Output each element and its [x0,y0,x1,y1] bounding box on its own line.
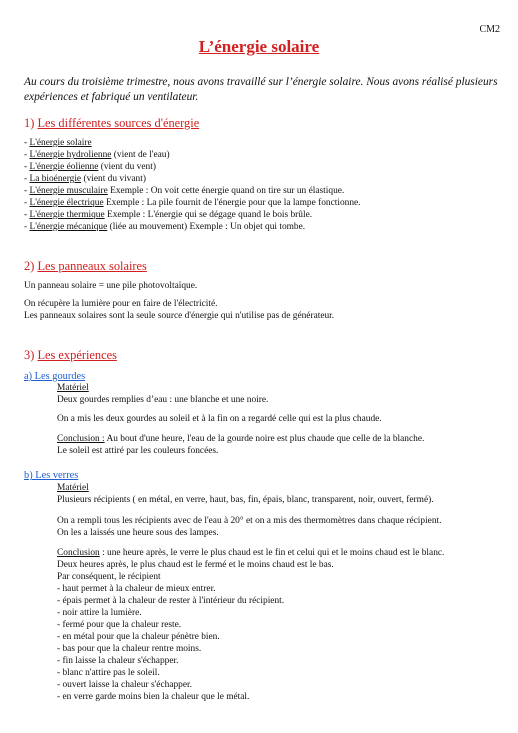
panel-line-2: On récupère la lumière pour en faire de l'électricité. [24,299,218,309]
list-item: - épais permet à la chaleur de rester à l'intérieur du récipient. [57,596,285,606]
conclusion-a-text: Au bout d'une heure, l'eau de la gourde noire est plus chaude que celle de la blanche. [104,434,425,444]
action-b-2: On les a laissés une heure sous des lampes. [57,528,219,538]
list-item: - haut permet à la chaleur de mieux entrer. [57,584,216,594]
panel-definition: Un panneau solaire = une pile photovoltaïque. [24,281,198,291]
subsection-a-title: a) Les gourdes [24,371,86,382]
list-item-term: L'énergie thermique [29,210,105,220]
section-3-title: Les expériences [37,348,117,362]
grade-label: CM2 [479,24,500,35]
materiel-label-b: Matériel [57,483,89,493]
list-item-detail: (vient de l'eau) [111,150,170,160]
section-3-number: 3) [24,348,35,362]
list-item-term: L'énergie électrique [29,198,104,208]
section-2-number: 2) [24,259,35,273]
conclusion-b-3: Par conséquent, le récipient [57,572,161,582]
list-item-term: L'énergie solaire [29,138,92,148]
list-item-detail: (vient du vivant) [81,174,146,184]
list-item-term: La bioénergie [29,174,82,184]
list-item: - L'énergie hydrolienne (vient de l'eau) [24,150,170,160]
action-a: On a mis les deux gourdes au soleil et à la fin on a regardé celle qui est la plus chaude. [57,414,382,424]
list-item-detail: Exemple : L'énergie qui se dégage quand le bois brûle. [104,210,313,220]
subsection-b-title: b) Les verres [24,470,79,481]
list-item: - L'énergie électrique Exemple : La pile fournit de l'énergie pour que la lampe fonctionne. [24,198,361,208]
conclusion-b [57,547,444,559]
intro-paragraph: Au cours du troisième trimestre, nous avons travaillé sur l’énergie solaire. Nous avons réalisé plusieurs expériences et fabriqué un ventilateur. [24,76,498,103]
section-1-number: 1) [24,116,35,130]
conclusion-label-a: Conclusion : [57,434,105,444]
page-title-text: L’énergie solaire [198,37,320,56]
materiel-a: Deux gourdes remplies d’eau : une blanche et une noire. [57,395,269,405]
section-1-title: Les différentes sources d'énergie [37,116,200,130]
list-item: - ouvert laisse la chaleur s'échapper. [57,680,192,690]
conclusion-b-text: : une heure après, le verre le plus chaud est le fin et celui qui et le moins chaud est le blanc. [99,548,445,558]
list-item: - La bioénergie (vient du vivant) [24,174,146,184]
energy-source-list [24,137,361,233]
list-item: - fin laisse la chaleur s'échapper. [57,656,179,666]
conclusion-b-2: Deux heures après, le plus chaud est le fermé et le moins chaud est le bas. [57,560,334,570]
list-item: - bas pour que la chaleur rentre moins. [57,644,202,654]
list-item: - blanc n'attire pas le soleil. [57,668,160,678]
list-item: - L'énergie thermique Exemple : L'énergie qui se dégage quand le bois brûle. [24,210,313,220]
list-item-term: L'énergie hydrolienne [29,150,112,160]
section-1-heading [24,116,199,131]
list-item: - L'énergie mécanique (liée au mouvement) Exemple : Un objet qui tombe. [24,222,306,232]
list-item: - fermé pour que la chaleur reste. [57,620,182,630]
list-item: - noir attire la lumière. [57,608,142,618]
action-b-1: On a rempli tous les récipients avec de l'eau à 20° et on a mis des thermomètres dans chaque récipient. [57,516,442,526]
list-item-term: L'énergie mécanique [29,222,108,232]
list-item-detail: (vient du vent) [98,162,156,172]
panel-line-3: Les panneaux solaires sont la seule source d'énergie qui n'utilise pas de générateur. [24,311,335,321]
section-2-title: Les panneaux solaires [37,259,147,273]
section-2-heading [24,259,147,274]
list-item-term: L'énergie musculaire [29,186,108,196]
materiel-b: Plusieurs récipients ( en métal, en verre, haut, bas, fin, épais, blanc, transparent, noir, ouvert, fermé). [57,495,434,505]
list-item: - en métal pour que la chaleur pénètre bien. [57,632,220,642]
conclusion-a-2: Le soleil est attiré par les couleurs foncées. [57,446,219,456]
list-item-detail: Exemple : On voit cette énergie quand on tire sur un élastique. [107,186,345,196]
list-item: - L'énergie éolienne (vient du vent) [24,162,156,172]
list-item: - en verre garde moins bien la chaleur que le métal. [57,692,250,702]
list-item: - L'énergie musculaire Exemple : On voit cette énergie quand on tire sur un élastique. [24,186,345,196]
page-title [0,37,518,57]
list-item-detail: (liée au mouvement) Exemple : Un objet qui tombe. [107,222,306,232]
list-item-term: L'énergie éolienne [29,162,99,172]
conclusion-a [57,433,424,445]
list-item: - L'énergie solaire [24,138,92,148]
conclusion-label-b: Conclusion [57,548,100,558]
section-3-heading [24,348,117,363]
list-item-detail: Exemple : La pile fournit de l'énergie pour que la lampe fonctionne. [103,198,361,208]
materiel-label-a: Matériel [57,383,89,393]
